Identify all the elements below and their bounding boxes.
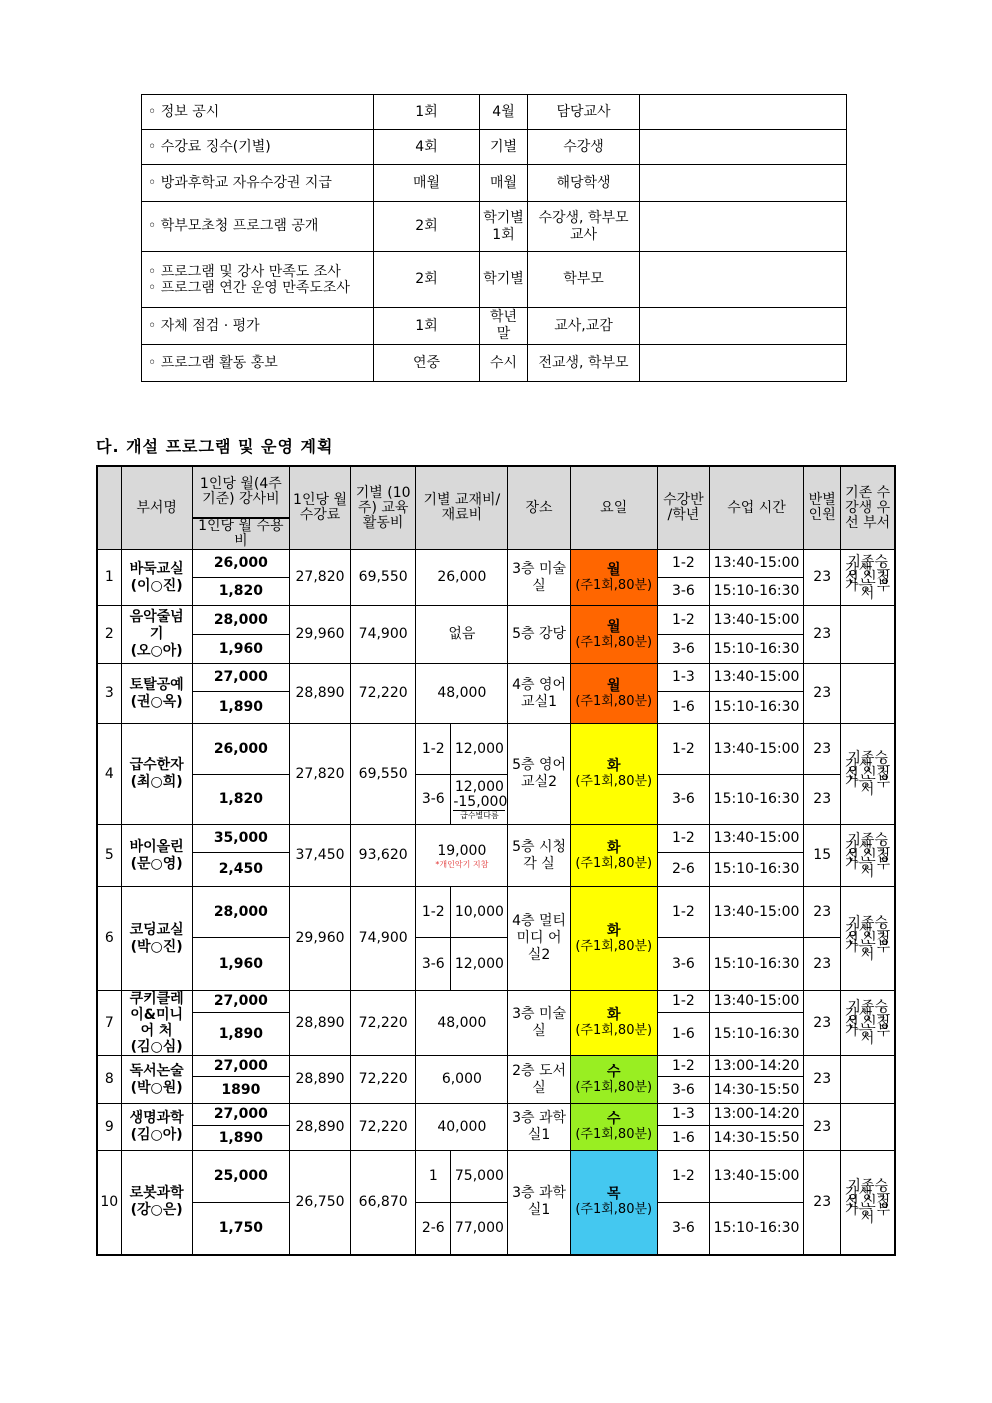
dept-name xyxy=(121,1151,192,1255)
material-value-cell: 12,000 xyxy=(451,938,508,991)
use-cell: 1,820 xyxy=(192,578,289,606)
day-cell xyxy=(570,550,657,606)
day-cell xyxy=(570,825,657,887)
day-label: 화 xyxy=(606,758,621,774)
target-cell: 해당학생 xyxy=(528,165,640,202)
row-number: 3 xyxy=(97,664,121,724)
day-label: 화 xyxy=(606,839,621,856)
count-cell: 연중 xyxy=(374,345,480,382)
dept-label: 급수한자 xyxy=(129,757,184,773)
when-cell: 학기별 xyxy=(480,252,528,308)
dept-label: 로봇과학 xyxy=(129,1185,184,1202)
target-cell: 학부모 xyxy=(528,252,640,308)
time-cell: 15:10-16:30 xyxy=(709,692,803,724)
grade-cell: 1-6 xyxy=(657,1126,709,1151)
schedule-table xyxy=(141,94,847,382)
row-number: 4 xyxy=(97,724,121,825)
header-priority: 기존 수강생 우선 부서 xyxy=(841,466,895,550)
time-cell: 13:40-15:00 xyxy=(709,724,803,775)
priority-cell xyxy=(841,1104,895,1151)
time-cell: 13:40-15:00 xyxy=(709,664,803,692)
priority-cell xyxy=(841,664,895,724)
material-cell: 26,000 xyxy=(416,550,508,606)
grade-cell: 3-6 xyxy=(657,938,709,991)
material-cell: 6,000 xyxy=(416,1056,508,1104)
dept-label: 바둑교실 xyxy=(129,560,184,577)
table-row xyxy=(97,1151,895,1203)
place-cell: 3층 미술실 xyxy=(508,550,570,606)
target-cell: 수강생, 학부모 교사 xyxy=(528,202,640,252)
task-cell: ◦ 학부모초청 프로그램 공개 xyxy=(142,202,374,252)
use-cell: 1,820 xyxy=(192,775,289,825)
priority-cell: 기존수강생 우선 신청 가능 부서 xyxy=(841,1151,895,1255)
program-table xyxy=(96,465,896,1256)
use-cell: 1,750 xyxy=(192,1203,289,1255)
place-cell: 3층 과학실1 xyxy=(508,1104,570,1151)
row-number: 2 xyxy=(97,606,121,664)
material-grade-cell: 2-6 xyxy=(416,1203,451,1255)
monthly-cell: 28,890 xyxy=(289,991,350,1056)
table-row xyxy=(97,991,895,1013)
dept-label: 독서논술 xyxy=(129,1062,184,1079)
grade-cell: 1-6 xyxy=(657,692,709,724)
grade-cell: 1-2 xyxy=(657,606,709,635)
material-grade-cell: 1-2 xyxy=(416,887,451,938)
teacher-name: (김○아) xyxy=(130,1127,183,1143)
day-label: 화 xyxy=(606,922,621,939)
material-note: *개인악기 지참 xyxy=(435,859,489,869)
material-value-cell xyxy=(451,775,508,825)
dept-name xyxy=(121,991,192,1056)
fee-cell: 27,000 xyxy=(192,1056,289,1077)
time-cell: 14:30-15:50 xyxy=(709,1077,803,1104)
use-cell: 1890 xyxy=(192,1077,289,1104)
monthly-cell: 28,890 xyxy=(289,1056,350,1104)
material-value-cell: 12,000 xyxy=(451,724,508,775)
grade-cell: 1-2 xyxy=(657,1056,709,1077)
monthly-cell: 26,750 xyxy=(289,1151,350,1255)
when-cell: 기별 xyxy=(480,130,528,165)
day-cell xyxy=(570,664,657,724)
teacher-name: (박○진) xyxy=(130,938,183,955)
place-cell: 4층 영어 교실1 xyxy=(508,664,570,724)
quarter-cell: 93,620 xyxy=(351,825,416,887)
header-monthly: 1인당 월 수강료 xyxy=(289,466,350,550)
count-cell: 1회 xyxy=(374,95,480,130)
header-use: 1인당 월 수용비 xyxy=(192,518,289,550)
grade-cell: 3-6 xyxy=(657,1077,709,1104)
task-cell: ◦ 프로그램 활동 홍보 xyxy=(142,345,374,382)
size-cell: 23 xyxy=(804,991,841,1056)
time-cell: 13:40-15:00 xyxy=(709,825,803,853)
table-row xyxy=(97,775,895,825)
task-cell: ◦ 수강료 징수(기별) xyxy=(142,130,374,165)
size-cell: 23 xyxy=(804,887,841,938)
quarter-cell: 69,550 xyxy=(351,724,416,825)
monthly-cell: 27,820 xyxy=(289,724,350,825)
use-cell: 1,890 xyxy=(192,1013,289,1056)
day-sub: (주1회,80분) xyxy=(575,938,653,954)
header-row xyxy=(97,466,895,518)
teacher-name: (최○희) xyxy=(130,774,183,790)
dept-name xyxy=(121,825,192,887)
table-row xyxy=(97,664,895,692)
material-value-cell: 10,000 xyxy=(451,887,508,938)
day-sub: (주1회,80분) xyxy=(575,1023,653,1038)
fee-cell: 35,000 xyxy=(192,825,289,853)
material-grade-cell: 3-6 xyxy=(416,775,451,825)
header-place: 장소 xyxy=(508,466,570,550)
day-label: 월 xyxy=(606,561,621,578)
monthly-cell: 29,960 xyxy=(289,887,350,991)
time-cell: 15:10-16:30 xyxy=(709,635,803,664)
grade-cell: 1-3 xyxy=(657,1104,709,1126)
size-cell: 23 xyxy=(804,724,841,775)
material-cell: 48,000 xyxy=(416,664,508,724)
day-sub: (주1회,80분) xyxy=(575,1202,653,1218)
material-cell xyxy=(416,825,508,887)
day-cell xyxy=(570,1104,657,1151)
grade-cell: 1-2 xyxy=(657,724,709,775)
grade-cell: 2-6 xyxy=(657,853,709,887)
teacher-name: (이○진) xyxy=(130,577,183,594)
dept-label: 코딩교실 xyxy=(129,921,184,938)
day-sub: (주1회,80분) xyxy=(575,577,653,593)
target-cell: 수강생 xyxy=(528,130,640,165)
time-cell: 13:00-14:20 xyxy=(709,1104,803,1126)
target-cell: 담당교사 xyxy=(528,95,640,130)
note-cell xyxy=(640,130,847,165)
table-row xyxy=(97,724,895,775)
size-cell: 23 xyxy=(804,664,841,724)
fee-cell: 27,000 xyxy=(192,1104,289,1126)
day-sub: (주1회,80분) xyxy=(575,855,653,871)
use-cell: 2,450 xyxy=(192,853,289,887)
place-cell: 4층 멀티미디 어실2 xyxy=(508,887,570,991)
dept-name xyxy=(121,887,192,991)
monthly-cell: 29,960 xyxy=(289,606,350,664)
note-cell xyxy=(640,308,847,345)
day-sub: (주1회,80분) xyxy=(575,693,653,709)
time-cell: 13:40-15:00 xyxy=(709,991,803,1013)
table-row xyxy=(142,252,847,308)
time-cell: 13:00-14:20 xyxy=(709,1056,803,1077)
day-sub: (주1회,80분) xyxy=(575,634,653,650)
material-grade-cell: 3-6 xyxy=(416,938,451,991)
grade-cell: 1-2 xyxy=(657,550,709,578)
material-grade-cell: 1 xyxy=(416,1151,451,1203)
size-cell: 15 xyxy=(804,825,841,887)
monthly-cell: 28,890 xyxy=(289,664,350,724)
header-dept: 부서명 xyxy=(121,466,192,550)
dept-name xyxy=(121,664,192,724)
teacher-name: (오○아) xyxy=(130,643,183,659)
header-quarter: 기별 (10주) 교육 활동비 xyxy=(351,466,416,550)
count-cell: 4회 xyxy=(374,130,480,165)
fee-cell: 25,000 xyxy=(192,1151,289,1203)
note-cell xyxy=(640,252,847,308)
day-label: 목 xyxy=(606,1186,621,1203)
row-number: 9 xyxy=(97,1104,121,1151)
use-cell: 1,890 xyxy=(192,692,289,724)
dept-name xyxy=(121,1104,192,1151)
teacher-name: (강○은) xyxy=(130,1202,183,1219)
place-cell: 3층 미술실 xyxy=(508,991,570,1056)
dept-label: 생명과학 xyxy=(129,1110,184,1126)
grade-cell: 3-6 xyxy=(657,775,709,825)
priority-cell: 기존수강생 우선 신청 가능 부서 xyxy=(841,825,895,887)
when-cell: 학기별 1회 xyxy=(480,202,528,252)
size-cell: 23 xyxy=(804,1151,841,1255)
section-title: 다. 개설 프로그램 및 운영 계획 xyxy=(96,437,334,456)
day-sub: (주1회,80분) xyxy=(575,1079,653,1095)
place-cell: 5층 강당 xyxy=(508,606,570,664)
table-row xyxy=(142,130,847,165)
table-row xyxy=(142,165,847,202)
quarter-cell: 72,220 xyxy=(351,1056,416,1104)
day-cell xyxy=(570,724,657,825)
grade-cell: 1-6 xyxy=(657,1013,709,1056)
task-cell: ◦ 자체 점검 · 평가 xyxy=(142,308,374,345)
day-label: 월 xyxy=(606,677,621,694)
material-cell: 없음 xyxy=(416,606,508,664)
table-row xyxy=(142,95,847,130)
header-day: 요일 xyxy=(570,466,657,550)
quarter-cell: 72,220 xyxy=(351,1104,416,1151)
day-label: 화 xyxy=(606,1007,621,1023)
row-number: 5 xyxy=(97,825,121,887)
table-row xyxy=(142,202,847,252)
table-row xyxy=(97,938,895,991)
quarter-cell: 66,870 xyxy=(351,1151,416,1255)
table-row xyxy=(142,308,847,345)
size-cell: 23 xyxy=(804,606,841,664)
place-cell: 5층 시청각 실 xyxy=(508,825,570,887)
time-cell: 15:10-16:30 xyxy=(709,775,803,825)
grade-cell: 1-2 xyxy=(657,825,709,853)
quarter-cell: 72,220 xyxy=(351,664,416,724)
dept-label: 쿠키클레 이&미니어 처 xyxy=(129,991,184,1039)
note-cell xyxy=(640,95,847,130)
material-value: 12,000 -15,000 xyxy=(453,778,508,810)
time-cell: 15:10-16:30 xyxy=(709,853,803,887)
fee-cell: 28,000 xyxy=(192,887,289,938)
day-sub: (주1회,80분) xyxy=(575,774,653,789)
target-cell: 전교생, 학부모 xyxy=(528,345,640,382)
count-cell: 매월 xyxy=(374,165,480,202)
table-row xyxy=(97,1104,895,1126)
when-cell: 학년 말 xyxy=(480,308,528,345)
quarter-cell: 72,220 xyxy=(351,991,416,1056)
day-label: 월 xyxy=(606,618,621,635)
material-cell: 48,000 xyxy=(416,991,508,1056)
header-no xyxy=(97,466,121,550)
dept-label: 바이올린 xyxy=(129,838,184,855)
task-cell: ◦ 프로그램 및 강사 만족도 조사 ◦ 프로그램 연간 운영 만족도조사 xyxy=(142,252,374,308)
note-cell xyxy=(640,202,847,252)
teacher-name: (문○영) xyxy=(130,855,183,872)
use-cell: 1,890 xyxy=(192,1126,289,1151)
priority-cell xyxy=(841,1056,895,1104)
day-label: 수 xyxy=(606,1111,621,1127)
quarter-cell: 74,900 xyxy=(351,606,416,664)
time-cell: 13:40-15:00 xyxy=(709,887,803,938)
teacher-name: (박○원) xyxy=(130,1079,183,1096)
dept-name xyxy=(121,606,192,664)
fee-cell: 28,000 xyxy=(192,606,289,635)
row-number: 6 xyxy=(97,887,121,991)
material-value-cell: 77,000 xyxy=(451,1203,508,1255)
task-cell: ◦ 방과후학교 자유수강권 지급 xyxy=(142,165,374,202)
place-cell: 2층 도서실 xyxy=(508,1056,570,1104)
size-cell: 23 xyxy=(804,550,841,606)
table-row xyxy=(97,550,895,578)
time-cell: 13:40-15:00 xyxy=(709,550,803,578)
table-row xyxy=(97,1203,895,1255)
table-row xyxy=(97,887,895,938)
monthly-cell: 27,820 xyxy=(289,550,350,606)
size-cell: 23 xyxy=(804,775,841,825)
fee-cell: 27,000 xyxy=(192,664,289,692)
material-cell: 40,000 xyxy=(416,1104,508,1151)
grade-cell: 1-2 xyxy=(657,991,709,1013)
priority-cell: 기존수강생 우선 신청 가능 부서 xyxy=(841,550,895,606)
task-cell: ◦ 정보 공시 xyxy=(142,95,374,130)
size-cell: 23 xyxy=(804,1056,841,1104)
time-cell: 13:40-15:00 xyxy=(709,1151,803,1203)
day-cell xyxy=(570,887,657,991)
day-sub: (주1회,80분) xyxy=(575,1127,653,1142)
grade-cell: 3-6 xyxy=(657,578,709,606)
day-cell xyxy=(570,991,657,1056)
material-note: 급수별다름 xyxy=(453,810,505,820)
header-size: 반별 인원 xyxy=(804,466,841,550)
count-cell: 2회 xyxy=(374,252,480,308)
fee-cell: 27,000 xyxy=(192,991,289,1013)
size-cell: 23 xyxy=(804,1104,841,1151)
dept-name xyxy=(121,1056,192,1104)
dept-label: 토탈공예 xyxy=(129,676,184,693)
grade-cell: 3-6 xyxy=(657,635,709,664)
row-number: 8 xyxy=(97,1056,121,1104)
note-cell xyxy=(640,165,847,202)
when-cell: 4월 xyxy=(480,95,528,130)
teacher-name: (김○심) xyxy=(130,1039,183,1055)
dept-name xyxy=(121,550,192,606)
target-cell: 교사,교감 xyxy=(528,308,640,345)
teacher-name: (권○옥) xyxy=(130,693,183,710)
day-label: 수 xyxy=(606,1063,621,1080)
time-cell: 13:40-15:00 xyxy=(709,606,803,635)
header-material: 기별 교재비/ 재료비 xyxy=(416,466,508,550)
table-row xyxy=(142,345,847,382)
fee-cell: 26,000 xyxy=(192,724,289,775)
use-cell: 1,960 xyxy=(192,635,289,664)
grade-cell: 1-2 xyxy=(657,887,709,938)
day-cell xyxy=(570,1151,657,1255)
material-value: 19,000 xyxy=(437,842,487,859)
row-number: 10 xyxy=(97,1151,121,1255)
header-time: 수업 시간 xyxy=(709,466,803,550)
use-cell: 1,960 xyxy=(192,938,289,991)
grade-cell: 1-2 xyxy=(657,1151,709,1203)
time-cell: 15:10-16:30 xyxy=(709,938,803,991)
row-number: 1 xyxy=(97,550,121,606)
dept-label: 음악줄넘기 xyxy=(129,609,184,642)
count-cell: 2회 xyxy=(374,202,480,252)
when-cell: 매월 xyxy=(480,165,528,202)
when-cell: 수시 xyxy=(480,345,528,382)
monthly-cell: 37,450 xyxy=(289,825,350,887)
header-fee: 1인당 월(4주기준) 강사비 xyxy=(192,466,289,518)
day-cell xyxy=(570,1056,657,1104)
grade-cell: 3-6 xyxy=(657,1203,709,1255)
quarter-cell: 69,550 xyxy=(351,550,416,606)
priority-cell xyxy=(841,606,895,664)
priority-cell: 기존수강생 우선 신청 가능 부서 xyxy=(841,887,895,991)
day-cell xyxy=(570,606,657,664)
priority-cell: 기존수강생 우선 신청 가능 부서 xyxy=(841,724,895,825)
time-cell: 14:30-15:50 xyxy=(709,1126,803,1151)
quarter-cell: 74,900 xyxy=(351,887,416,991)
place-cell: 3층 과학실1 xyxy=(508,1151,570,1255)
header-grade: 수강반 /학년 xyxy=(657,466,709,550)
place-cell: 5층 영어 교실2 xyxy=(508,724,570,825)
time-cell: 15:10-16:30 xyxy=(709,1013,803,1056)
table-row xyxy=(97,825,895,853)
table-row xyxy=(97,1056,895,1077)
material-value-cell: 75,000 xyxy=(451,1151,508,1203)
table-row xyxy=(97,606,895,635)
count-cell: 1회 xyxy=(374,308,480,345)
size-cell: 23 xyxy=(804,938,841,991)
priority-cell: 기존수강생 우선 신청 가능 부서 xyxy=(841,991,895,1056)
material-grade-cell: 1-2 xyxy=(416,724,451,775)
row-number: 7 xyxy=(97,991,121,1056)
note-cell xyxy=(640,345,847,382)
dept-name xyxy=(121,724,192,825)
fee-cell: 26,000 xyxy=(192,550,289,578)
time-cell: 15:10-16:30 xyxy=(709,1203,803,1255)
monthly-cell: 28,890 xyxy=(289,1104,350,1151)
time-cell: 15:10-16:30 xyxy=(709,578,803,606)
grade-cell: 1-3 xyxy=(657,664,709,692)
